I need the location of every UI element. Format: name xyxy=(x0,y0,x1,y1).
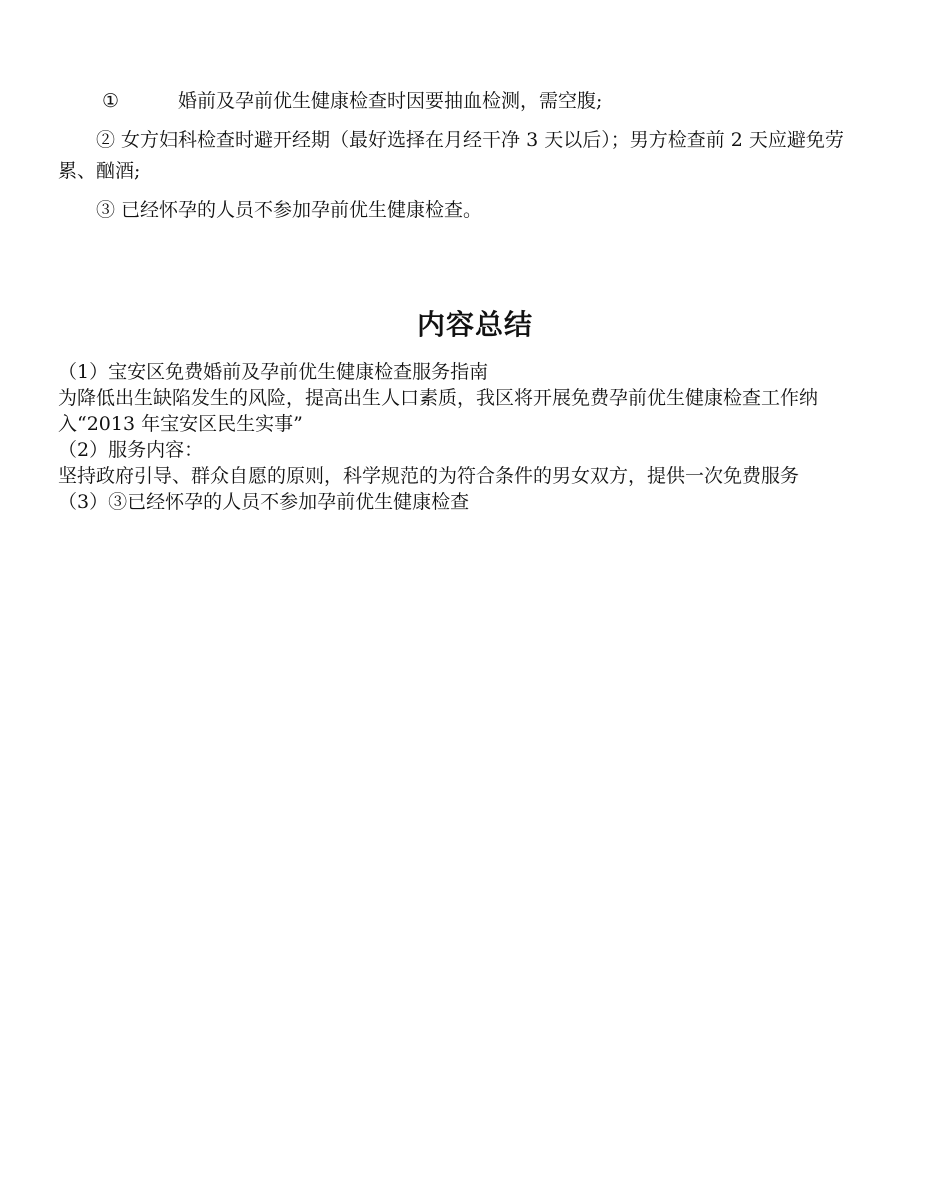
summary-line-3: （2）服务内容： xyxy=(58,439,204,461)
summary-line-1: （1）宝安区免费婚前及孕前优生健康检查服务指南 xyxy=(58,361,489,383)
summary-content xyxy=(58,359,868,515)
note-item-2: ② 女方妇科检查时避开经期（最好选择在月经干净 3 天以后）；男方检查前 2 天应避免劳累、酗酒; xyxy=(58,129,844,182)
note-item-1 xyxy=(58,86,868,117)
note-item-1-text: 婚前及孕前优生健康检查时因要抽血检测，需空腹; xyxy=(178,90,603,112)
summary-title: 内容总结 xyxy=(416,307,533,341)
summary-line-5: （3）③已经怀孕的人员不参加孕前优生健康检查 xyxy=(58,491,470,513)
exam-notes xyxy=(58,86,868,234)
summary-line-2: 为降低出生缺陷发生的风险，提高出生人口素质，我区将开展免费孕前优生健康检查工作纳入“2013 年宝安区民生实事” xyxy=(58,387,819,435)
note-item-1-marker: ① xyxy=(102,90,120,112)
summary-line-4: 坚持政府引导、群众自愿的原则，科学规范的为符合条件的男女双方，提供一次免费服务 xyxy=(58,465,800,487)
note-item-3: ③ 已经怀孕的人员不参加孕前优生健康检查。 xyxy=(96,199,483,221)
